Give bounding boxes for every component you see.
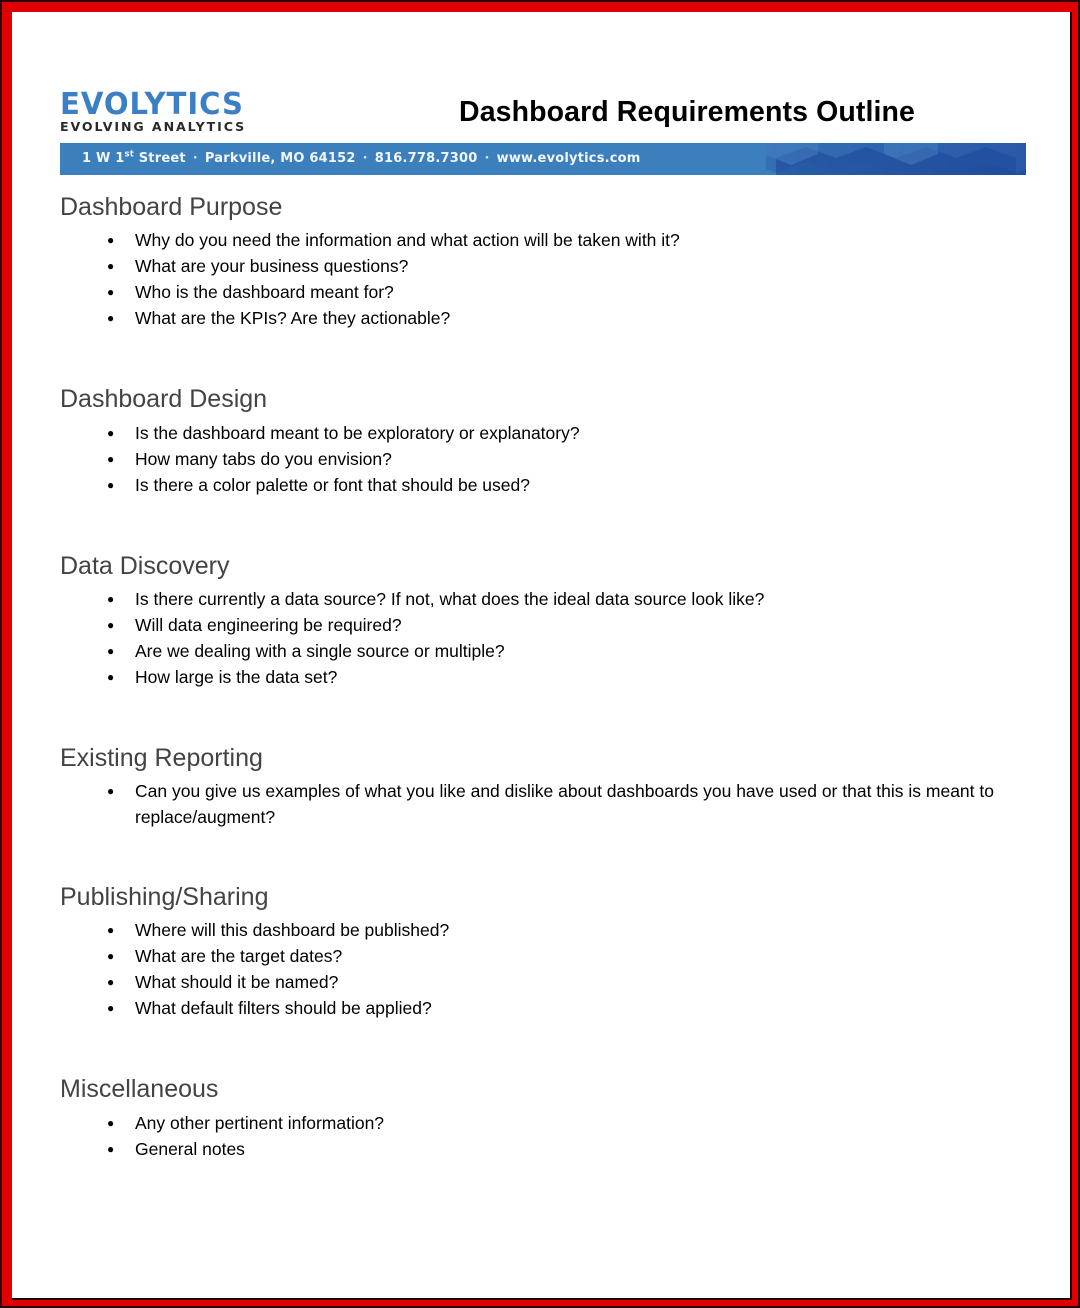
logo-tagline: EVOLVING ANALYTICS — [60, 119, 247, 134]
list-item: ● What are the target dates? — [135, 943, 1020, 969]
section-heading: Publishing/Sharing — [60, 883, 269, 911]
section-heading: Dashboard Design — [60, 385, 268, 414]
evolytics-logo — [60, 87, 250, 134]
document-header — [12, 12, 1072, 177]
bullet-list — [12, 227, 1072, 331]
section-spacer — [12, 331, 1072, 384]
bullet-list — [12, 420, 1072, 498]
section-data-discovery — [12, 551, 1072, 690]
list-item: ● What default filters should be applied? — [135, 995, 1020, 1021]
address-separator-1: · — [192, 151, 198, 166]
document-body — [12, 192, 1072, 1162]
list-item: ● Are we dealing with a single source or multiple? — [135, 638, 1020, 664]
list-item: ● What are your business questions? — [135, 253, 1020, 279]
section-miscellaneous — [12, 1074, 1072, 1161]
address-street-ordinal: st — [124, 149, 135, 160]
page-title: Dashboard Requirements Outline — [459, 96, 915, 128]
section-publishing-sharing — [12, 882, 1072, 1021]
list-item: ● How large is the data set? — [135, 664, 1020, 690]
bullet-list — [12, 586, 1072, 690]
section-heading: Miscellaneous — [60, 1075, 219, 1104]
bullet-list — [12, 778, 1072, 830]
address-banner — [60, 143, 1026, 175]
section-spacer — [12, 690, 1072, 743]
document-page — [12, 12, 1072, 1300]
list-item: ● Is there currently a data source? If not, what does the ideal data source look like? — [135, 586, 1020, 612]
address-website[interactable]: www.evolytics.com — [496, 151, 641, 166]
section-spacer — [12, 830, 1072, 882]
hexagon-pattern-icon — [766, 143, 1026, 175]
list-item: ● Who is the dashboard meant for? — [135, 279, 1020, 305]
logo-wordmark: EVOLYTICS — [60, 87, 244, 122]
address-line — [82, 143, 641, 175]
section-existing-reporting — [12, 743, 1072, 830]
list-item: ● Any other pertinent information? — [135, 1110, 1020, 1136]
list-item: ● How many tabs do you envision? — [135, 446, 1020, 472]
list-item: ● What are the KPIs? Are they actionable? — [135, 305, 1020, 331]
list-item: ● Will data engineering be required? — [135, 612, 1020, 638]
section-dashboard-design — [12, 384, 1072, 497]
list-item: ● What should it be named? — [135, 969, 1020, 995]
list-item: ● Is the dashboard meant to be exploratory or explanatory? — [135, 420, 1020, 446]
address-city: Parkville, MO 64152 — [204, 151, 356, 166]
section-spacer — [12, 1021, 1072, 1074]
address-street-post: Street — [134, 151, 186, 166]
section-heading: Dashboard Purpose — [60, 193, 283, 221]
address-street-pre: 1 W 1 — [82, 151, 125, 166]
section-spacer — [12, 498, 1072, 551]
list-item: ● Can you give us examples of what you like and dislike about dashboards you have used or that this is meant to replace/augment? — [135, 778, 1020, 830]
address-phone: 816.778.7300 — [374, 151, 478, 166]
section-heading: Data Discovery — [60, 551, 230, 580]
section-heading: Existing Reporting — [60, 743, 263, 772]
address-separator-2: · — [362, 151, 368, 166]
address-separator-3: · — [484, 151, 490, 166]
list-item: ● General notes — [135, 1136, 1020, 1162]
section-dashboard-purpose — [12, 192, 1072, 331]
list-item: ● Why do you need the information and what action will be taken with it? — [135, 227, 1020, 253]
list-item: ● Where will this dashboard be published? — [135, 917, 1020, 943]
bullet-list — [12, 1110, 1072, 1162]
list-item: ● Is there a color palette or font that should be used? — [135, 472, 1020, 498]
bullet-list — [12, 917, 1072, 1021]
